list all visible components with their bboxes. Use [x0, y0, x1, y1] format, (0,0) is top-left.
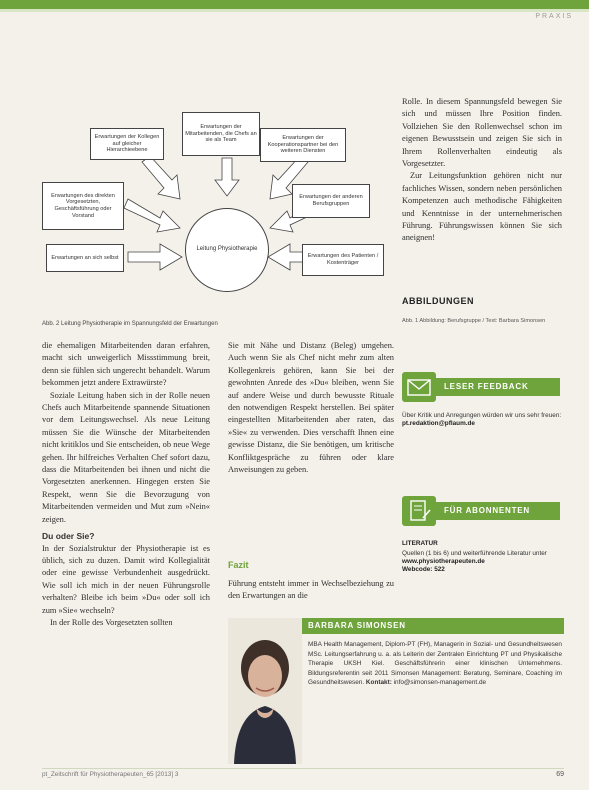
website-link[interactable]: www.physiotherapeuten.de [402, 558, 485, 565]
article-column-2 [228, 340, 394, 476]
paragraph: In der Rolle des Vorgesetzten sollten [50, 617, 173, 627]
webcode: Webcode: 522 [402, 566, 445, 573]
paragraph: Rolle. In diesem Spannungsfeld bewegen Sie sich und müssen Ihre Position finden. Vollziehen Sie den Rollenwechsel schon im eigenen Bewusstsein und zeigen Sie sich in Ihrem Rollenverhalten eindeutig als Vorgesetzter. [402, 97, 562, 169]
article-column-3 [402, 96, 562, 245]
top-color-bar [0, 0, 589, 9]
article-column-1 [42, 340, 210, 629]
subheading: Du oder Sie? [42, 531, 95, 542]
diagram-box-7: Erwartungen des Patienten / Kostenträger [302, 244, 384, 276]
figure-caption: Abb. 2 Leitung Physiotherapie im Spannungsfeld der Erwartungen [42, 321, 218, 327]
arrow-left-upper [124, 199, 180, 232]
contact-label: Kontakt: [365, 679, 392, 687]
diagram-box-4: Erwartungen des direkten Vorgesetzten, Geschäftsführung oder Vorstand [42, 182, 124, 230]
contact-email[interactable]: info@simonsen-management.de [393, 679, 487, 687]
literatur-label: LITERATUR [402, 540, 438, 547]
page-number: 69 [556, 771, 564, 778]
leser-feedback-title: LESER FEEDBACK [436, 378, 560, 396]
arrow-top [215, 158, 239, 196]
section-label: PRAXIS [535, 13, 573, 20]
fuer-abonnenten-title: FÜR ABONNENTEN [436, 502, 560, 520]
paragraph: Sie mit Nähe und Distanz (Beleg) umgehen. Auch wenn Sie als Chef nicht mehr zum alten Kollegenkreis gehören, kann Sie bei der gewohnten Anrede des »Du« bleiben, wenn Sie auf andere Weise und durch bewusste Rituale den notwendigen Respekt herstellen. Bei später eingestellten Mitarbeitenden aber raten, das »Sie« zu verwenden. Dies verschafft Ihnen eine gewisse Distanz, die Sie benötigen, um kritische Konfliktgespräche zu führen oder klare Anweisungen zu geben. [228, 341, 394, 475]
expectations-diagram [42, 96, 394, 314]
abbildungen-text: Abb. 1 Abbildung: Berufsgruppe / Text: Barbara Simonsen [402, 318, 546, 324]
bio-description: MBA Health Management, Diplom-PT (FH), Managerin in Sozial- und Gesundheitswesen MSc. Leitungserfahrung u. a. als Leiterin der Zentralen Einrichtung PT und Physikalische Therapie UKSH Kiel. Geschäftsführerin einer klinischen Unternehmens. Bildungsreferentin seit 2011 Simonsen Management: Beratung, Seminare, Coaching im Gesundheitswesen. [308, 641, 562, 687]
footer-divider [42, 768, 564, 769]
diagram-box-1: Erwartungen der Mitarbeitenden, die Chefs an sie als Team [182, 112, 260, 156]
feedback-description: Über Kritik und Anregungen würden wir uns sehr freuen: [402, 412, 562, 419]
paragraph: In der Sozialstruktur der Physiotherapie ist es üblich, sich zu duzen. Damit wird Kollegialität oder eine gewisse Verbundenheit ausgedrückt. Wie soll ich mich in der neuen Führungsrolle verhalten? Bleibe ich beim »Du« oder soll ich zum »Sie« wechseln? [42, 543, 210, 615]
feedback-email-link[interactable]: pt.redaktion@pflaum.de [402, 420, 475, 427]
diagram-box-2: Erwartungen der Kollegen auf gleicher Hierarchieebene [90, 128, 164, 160]
literatur-description: Quellen (1 bis 6) und weiterführende Literatur unter [402, 550, 547, 557]
footer-journal: pt_Zeitschrift für Physiotherapeuten_65 [2013] 3 [42, 771, 179, 778]
paragraph: Zur Leitungsfunktion gehören nicht nur fachliches Wissen, sondern neben persönlichen Kompetenzen auch methodische Fähigkeiten und Kenntnisse in der unternehmerischen Führung. Führungswissen können Sie sich aneignen! [402, 171, 562, 243]
diagram-center-circle: Leitung Physiotherapie [185, 208, 269, 292]
paragraph: Führung entsteht immer in Wechselbeziehung zu den Erwartungen an die [228, 579, 394, 601]
author-photo [228, 618, 302, 764]
author-name: BARBARA SIMONSEN [302, 618, 564, 634]
fazit-text-block [228, 578, 394, 603]
arrow-top-left [142, 156, 180, 199]
fazit-heading: Fazit [228, 560, 249, 570]
diagram-box-3: Erwartungen der Kooperationspartner bei den weiteren Diensten [260, 128, 346, 162]
paragraph: die ehemaligen Mitarbeitenden daran erfahren, macht sich unweigerlich Missstimmung breit, denn sie fühlen sich ungerecht behandelt. Warum bekommen jetzt andere Extrawürste? [42, 341, 210, 388]
paragraph: Soziale Leitung haben sich in der Rolle neuen Chefs auch Mitarbeitende spannende Situationen vor dem Leitungswechsel. Als neue Leitung müssen Sie die Wünsche der Mitarbeitenden nicht kritiklos und Sie entscheiden, ob neue Wege gehen. Ihr hilfreiches Verhalten Chef sofort dazu, dass die Mitarbeitenden bei ihnen und nicht die Vorgesetzten anerkennen. Hingegen ersten Sie Respekt, wenn Sie die Bevorzugung von Mitarbeitenden vermeiden und Mut zum »Nein« zeigen. [42, 390, 210, 524]
diagram-box-6: Erwartungen an sich selbst [46, 244, 124, 272]
diagram-box-5: Erwartungen der anderen Berufsgruppen [292, 184, 370, 218]
arrow-left [128, 244, 182, 270]
envelope-icon [402, 372, 436, 402]
abonnenten-text [402, 540, 562, 574]
document-icon [402, 496, 436, 526]
abbildungen-heading: ABBILDUNGEN [402, 296, 474, 306]
leser-feedback-text [402, 412, 562, 428]
author-bio [308, 640, 562, 688]
